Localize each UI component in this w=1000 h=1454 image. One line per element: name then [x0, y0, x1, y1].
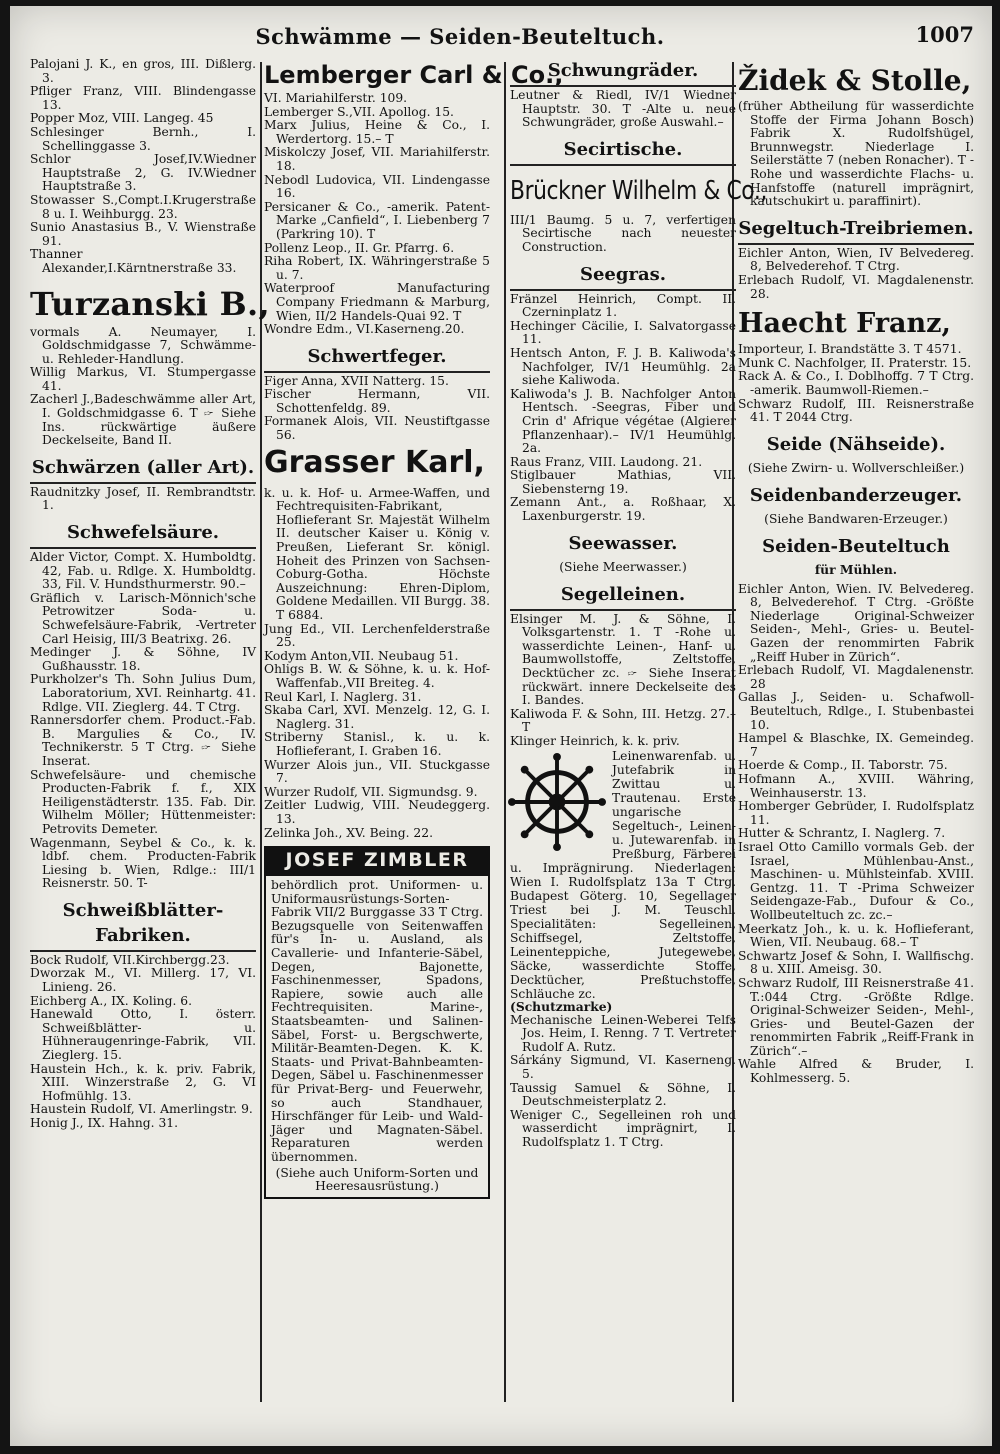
directory-entry: Haustein Rudolf, VI. Amerlingstr. 9. [30, 1102, 253, 1117]
section-heading: Seewasser. [568, 532, 678, 554]
directory-entry: Zeitler Ludwig, VIII. Neudeggerg. 13. [264, 798, 490, 826]
directory-entry: Rack A. & Co., I. Doblhoffg. 7 T Ctrg. -amerik. Baumwoll-Riemen.– [738, 369, 974, 397]
directory-entry: Wurzer Alois jun., VII. Stuckgasse 7. [264, 757, 490, 786]
advert-text: Leinenwarenfab. u. Jutefabrik in Zwittau u. Trautenau. Erste ungarische Segeltuch-, Leinen- u. Jutewarenfab. in Preßburg, Färberei u. Imprägnirung. Niederlagen: Wien I. Rudolfsplatz 13a T Ctrg. Budapest Göterg. 10, Segellager Triest bei J. M. Teuschl. Specialitäten: Segelleinen, Schiffsegel, Zeltstoffe, Leinenteppiche, Jutegewebe, Säcke, wasserdichte Stoffe, Decktücher, Preßtuchstoffe, Schläuche zc. [510, 748, 736, 1001]
directory-entry: Fischer Hermann, VII. Schottenfeldg. 89. [264, 387, 490, 415]
directory-entry: Kodym Anton,VII. Neubaug 51. [264, 648, 459, 663]
directory-entry: vormals A. Neumayer, I. Goldschmidgasse 7, Schwämme- u. Rehleder-Handlung. [30, 324, 256, 366]
directory-entry: Gräflich v. Larisch-Mönnich'sche Petrowitzer Soda- u. Schwefelsäure-Fabrik, -Vertreter Carl Heisig, III/3 Beatrixg. 26. [30, 590, 256, 646]
directory-entry: Elsinger M. J. & Söhne, I. Volksgartenstr. 1. T -Rohe u. wasserdichte Leinen-, Hanf- u. Baumwollstoffe, Zeltstoffe, Decktücher zc. 🖙 Siehe Inserat rückwärt. innere Deckelseite des I. Bandes. [510, 611, 736, 708]
directory-entry: Raudnitzky Josef, II. Rembrandtstr. 1. [30, 484, 256, 513]
directory-page [10, 6, 992, 1446]
running-title: Schwämme — Seiden-Beuteltuch. [255, 24, 665, 49]
section-heading: Seiden-Beuteltuch [762, 535, 950, 557]
directory-entry: Hentsch Anton, F. J. B. Kaliwoda's Nachfolger, IV/1 Heumühlg. 2a siehe Kaliwoda. [510, 345, 736, 388]
directory-entry: Zacherl J.,Badeschwämme aller Art, I. Goldschmidgasse 6. T 🖙 Siehe Ins. rückwärtige äußere Deckelseite, Band II. [30, 392, 256, 448]
directory-entry: Purkholzer's Th. Sohn Julius Dum, Laboratorium, XVI. Reinhartg. 41. Rdlge. VII. Zieglerg. 44. T Ctrg. [30, 672, 256, 714]
directory-entry: Lemberger S.,VII. Apollog. 15. [264, 104, 454, 119]
entry-list [510, 613, 736, 749]
entry-list [510, 89, 736, 130]
directory-entry: Importeur, I. Brandstätte 3. T 4571. [738, 342, 962, 357]
directory-entry: Schwarz Rudolf, III Reisnerstraße 41. T.:044 Ctrg. -Größte Rdlge. Original-Schweizer Seiden-, Mehl-, Gries- und Beutel-Gazen der renommirten Fabrik „Reiff-Frank in Zürich“.– [738, 975, 974, 1058]
entry-list [738, 100, 974, 209]
directory-entry: Schlesinger Bernh., I. Schellinggasse 3. [30, 124, 256, 153]
section-heading: Schwärzen (aller Art). [30, 457, 256, 484]
directory-entry: Taussig Samuel & Söhne, I. Deutschmeisterplatz 2. [510, 1080, 736, 1109]
section-heading: Secirtische. [510, 139, 736, 166]
directory-entry: Erlebach Rudolf, VI. Magdalenenstr. 28. [738, 272, 974, 301]
directory-entry: Stiglbauer Mathias, VII. Siebensterng 19. [510, 468, 736, 496]
advert-name-lemberger: Lemberger Carl & Co., [264, 61, 564, 89]
entry-list [30, 954, 256, 1131]
directory-entry: Mechanische Leinen-Weberei Telfs Jos. Heim, I. Renng. 7 T. Vertreter Rudolf A. Rutz. [510, 1012, 736, 1054]
directory-entry: Schwefelsäure- und chemische Producten-Fabrik f. f., XIX Heiligenstädterstr. 135. Fab. Dir. Wilhelm Möller; Hüttenmeister: Petrovits Demeter. [30, 767, 256, 836]
directory-entry: Fränzel Heinrich, Compt. II. Czerninplatz 1. [510, 291, 736, 320]
entry-list [510, 214, 736, 255]
directory-entry: Medinger J. & Söhne, IV Gußhausstr. 18. [30, 645, 256, 673]
entry-list [738, 583, 974, 1086]
directory-entry: Zemann Ant., a. Roßhaar, X. Laxenburgerstr. 19. [510, 495, 736, 524]
directory-entry: Figer Anna, XVII Natterg. 15. [264, 373, 449, 388]
directory-entry: k. u. k. Hof- u. Armee-Waffen, und Fechtrequisiten-Fabrikant, Hoflieferant Sr. Majestät Wilhelm II. deutscher Kaiser u. König v. Preußen, Lieferant Sr. königl. Hoheit des Prinzen von Sachsen-Coburg-Gotha. Höchste Auszeichnung: Ehren-Diplom, Goldene Medaillen. VII Burgg. 38. T 6884. [264, 485, 490, 622]
advert-text: behördlich prot. Uniformen- u. Uniformausrüstungs-Sorten-Fabrik VII/2 Burggasse 33 T Ctrg. Bezugsquelle von Seitenwaffen für's In- u. Ausland, als Cavallerie- und Infanterie-Säbel, Degen, Bajonette, Faschinenmesser, Spadons, Rapiere, sowie auch alle Fechtrequisiten. Marine-, Staatsbeamten- und Salinen-Säbel, Forst- u. Bergschwerte, Militär-Beamten-Degen. K. K. Staats- und Privat-Bahnbeamten-Degen, Säbel u. Faschinenmesser für Privat-Berg- und Feuerwehr, so auch Standhauer, Hirschfänger für Leib- und Wald-Jäger und Magnaten-Säbel. Reparaturen werden übernommen. [271, 878, 483, 1164]
directory-entry: Eichberg A., IX. Koling. 6. [30, 993, 193, 1008]
entry-list [738, 247, 974, 301]
directory-entry: Eichler Anton, Wien. IV. Belvedereg. 8, Belvederehof. T Ctrg. -Größte Niederlage Original-Schweizer Seiden-, Mehl-, Gries- u. Beutel-Gazen der renommirten Fabrik „Reiff Huber in Zürich“. [738, 581, 974, 664]
directory-entry: Persicaner & Co., -amerik. Patent-Marke „Canfield“, I. Liebenberg 7 (Parkring 10). T [264, 199, 490, 241]
entry-list [30, 326, 256, 448]
directory-entry: Reul Karl, I. Naglerg. 31. [264, 689, 422, 704]
section-heading: Segeltuch-Treibriemen. [738, 218, 974, 245]
directory-entry: Pfliger Franz, VIII. Blindengasse 13. [30, 84, 256, 112]
directory-entry: Riha Robert, IX. Währingerstraße 5 u. 7. [264, 254, 490, 282]
section-heading: Schweißblätter- [62, 899, 224, 921]
directory-entry: Hampel & Blaschke, IX. Gemeindeg. 7 [738, 731, 974, 759]
directory-entry: Skaba Carl, XVI. Menzelg. 12, G. I. Naglerg. 31. [264, 703, 490, 731]
directory-entry: Wondre Edm., VI.Kaserneng.20. [264, 322, 465, 337]
entry-list [264, 92, 490, 337]
entry-list [510, 1014, 736, 1150]
directory-entry: Striberny Stanisl., k. u. k. Hoflieferant, I. Graben 16. [264, 730, 490, 758]
directory-entry: Marx Julius, Heine & Co., I. Werdertorg. 15.– T [264, 118, 490, 146]
section-heading: Fabriken. [30, 925, 256, 952]
directory-entry: Wurzer Rudolf, VII. Sigmundsg. 9. [264, 784, 478, 799]
directory-entry: (früher Abtheilung für wasserdichte Stoffe der Firma Johann Bosch) Fabrik X. Rudolfshügel, Brunnwegstr. Niederlage I. Seilerstätte 7 (neben Ronacher). T -Rohe und wasserdichte Flachs- u. Hanfstoffe (naturell imprägnirt, kautschukirt u. paraffinirt). [738, 99, 974, 209]
directory-entry: VI. Mariahilferstr. 109. [264, 91, 408, 105]
directory-entry: Schwartz Josef & Sohn, I. Wallfischg. 8 u. XIII. Ameisg. 30. [738, 948, 974, 977]
directory-entry: Jung Ed., VII. Lerchenfelderstraße 25. [264, 621, 490, 650]
advert-name-zidek: Židek & Stolle, [738, 64, 972, 97]
column-divider [260, 62, 262, 1402]
advert-note: (Siehe auch Uniform-Sorten und Heeresausrüstung.) [275, 1165, 479, 1194]
column-4 [738, 58, 974, 1428]
directory-entry: Haustein Hch., k. k. priv. Fabrik, XIII. Winzerstraße 2, G. VI Hofmühlg. 13. [30, 1061, 256, 1103]
directory-entry: Sárkány Sigmund, VI. Kaserneng. 5. [510, 1053, 736, 1081]
section-heading: Seidenbanderzeuger. [749, 484, 963, 506]
directory-entry: Honig J., IX. Hahng. 31. [30, 1116, 179, 1130]
entry-list [264, 375, 490, 443]
directory-entry: Kaliwoda F. & Sohn, III. Hetzg. 27.– T [510, 706, 736, 735]
directory-entry: Schwarz Rudolf, III. Reisnerstraße 41. T 2044 Ctrg. [738, 396, 974, 425]
trademark-caption: (Schutzmarke) [510, 998, 613, 1014]
directory-entry: Miskolczy Josef, VII. Mariahilferstr. 18. [264, 145, 490, 173]
klinger-advert [510, 749, 736, 1014]
directory-entry: Nebodl Ludovica, VII. Lindengasse 16. [264, 172, 490, 201]
directory-entry: Munk C. Nachfolger, II. Praterstr. 15. [738, 355, 972, 370]
directory-entry: Gallas J., Seiden- u. Schafwoll-Beuteltuch, Rdlge., I. Stubenbastei 10. [738, 690, 974, 732]
directory-entry: Israel Otto Camillo vormals Geb. der Israel, Mühlenbau-Anst., Maschinen- u. Mühlsteinfab. XVIII. Gentzg. 11. T -Prima Schweizer Seidengaze-Fab., Dufour & Co., Wollbeuteltuch zc. zc.– [738, 839, 974, 922]
directory-entry: Meerkatz Joh., k. u. k. Hoflieferant, Wien, VII. Neubaug. 68.– T [738, 921, 974, 950]
section-heading: Seide (Nähseide). [766, 433, 946, 455]
directory-entry: Eichler Anton, Wien, IV Belvedereg. 8, Belvederehof. T Ctrg. [738, 245, 974, 274]
directory-entry: Schlor Josef,IV.Wiedner Hauptstraße 2, G. IV.Wiedner Hauptstraße 3. [30, 152, 256, 194]
advert-name-brueckner: Brückner Wilhelm & Co., [510, 175, 767, 206]
directory-entry: Zelinka Joh., XV. Being. 22. [264, 825, 433, 840]
cross-reference: (Siehe Bandwaren-Erzeuger.) [764, 511, 948, 526]
entry-list [30, 486, 256, 513]
directory-entry: Thanner Alexander,I.Kärntnerstraße 33. [30, 247, 237, 275]
directory-entry: Popper Moz, VIII. Langeg. 45 [30, 111, 214, 126]
page-header [10, 18, 992, 58]
directory-entry: Willig Markus, VI. Stumpergasse 41. [30, 365, 256, 393]
directory-entry: Homberger Gebrüder, I. Rudolfsplatz 11. [738, 799, 974, 827]
section-heading: Schwertfeger. [264, 346, 490, 373]
directory-entry: Ohligs B. W. & Söhne, k. u. k. Hof-Waffenfab.,VII Breiteg. 4. [264, 662, 490, 690]
directory-entry: III/1 Baumg. 5 u. 7, verfertigen Secirtische nach neuester Construction. [510, 212, 736, 254]
column-1 [30, 57, 270, 1428]
cross-reference: (Siehe Zwirn- u. Wollverschleißer.) [747, 460, 965, 475]
entry-list [510, 293, 736, 524]
directory-entry: Formanek Alois, VII. Neustiftgasse 56. [264, 414, 490, 443]
section-heading: Seegras. [510, 264, 736, 291]
ship-wheel-icon [508, 753, 606, 851]
directory-entry: Raus Franz, VIII. Laudong. 21. [510, 454, 703, 469]
section-heading: Segelleinen. [510, 584, 736, 611]
directory-entry: Rannersdorfer chem. Product.-Fab. B. Margulies & Co., IV. Technikerstr. 5 T Ctrg. 🖙 Siehe Inserat. [30, 713, 256, 768]
directory-entry: Erlebach Rudolf, VI. Magdalenenstr. 28 [738, 663, 974, 691]
advert-name-grasser: Grasser Karl, [264, 444, 485, 480]
directory-entry: Hechinger Cäcilie, I. Salvatorgasse 11. [510, 318, 736, 347]
directory-entry: Pollenz Leop., II. Gr. Pfarrg. 6. [264, 240, 455, 255]
entry-list [30, 58, 256, 276]
section-heading: Schwefelsäure. [30, 522, 256, 549]
directory-entry: Hutter & Schrantz, I. Naglerg. 7. [738, 826, 946, 841]
column-divider [504, 62, 506, 1402]
directory-entry: Kaliwoda's J. B. Nachfolger Anton Hentsch. -Seegras, Fiber und Crin d' Afrique végétae (Algierer Pflanzenhaar).– IV/1 Heumühlg. 2a. [510, 386, 736, 456]
directory-entry: Bock Rudolf, VII.Kirchbergg.23. [30, 952, 230, 967]
directory-entry: Alder Victor, Compt. X. Humboldtg. 42, Fab. u. Rdlge. X. Humboldtg. 33, Fil. V. Hundsthurmerstr. 90.– [30, 550, 256, 592]
column-3 [510, 58, 767, 1428]
directory-entry: Wagenmann, Seybel & Co., k. k. ldbf. chem. Producten-Fabrik Liesing b. Wien, Rdlge.: III/1 Reisnerstr. 50. T- [30, 835, 256, 891]
advert-box-zimbler [264, 874, 490, 1199]
directory-entry: Klinger Heinrich, k. k. priv. [510, 734, 680, 748]
cross-reference: (Siehe Meerwasser.) [559, 559, 687, 574]
entry-list [264, 487, 490, 840]
entry-list [30, 551, 256, 891]
directory-entry: Hanewald Otto, I. österr. Schweißblätter- u. Hühneraugenringe-Fabrik, VII. Zieglerg. 15. [30, 1007, 256, 1063]
directory-entry: Leutner & Riedl, IV/1 Wiedner Hauptstr. 30. T -Alte u. neue Schwungräder, große Auswahl.– [510, 88, 736, 130]
directory-entry: Weniger C., Segelleinen roh und wasserdicht imprägnirt, I. Rudolfsplatz 1. T Ctrg. [510, 1107, 736, 1149]
advert-name-haecht: Haecht Franz, [738, 308, 951, 340]
section-heading: Schwungräder. [510, 60, 736, 87]
page-number: 1007 [915, 22, 974, 47]
directory-entry: Wahle Alfred & Bruder, I. Kohlmesserg. 5. [738, 1057, 974, 1086]
directory-entry: Hoerde & Comp., II. Taborstr. 75. [738, 758, 948, 773]
advert-title-zimbler: JOSEF ZIMBLER [264, 846, 490, 874]
directory-entry: Waterproof Manufacturing Company Friedmann & Marburg, Wien, II/2 Handels-Quai 92. T [264, 281, 490, 323]
directory-entry: Palojani J. K., en gros, III. Dißlerg. 3. [30, 57, 256, 85]
entry-list [738, 343, 974, 425]
advert-name-turzanski: Turzanski B., [30, 284, 270, 323]
section-subheading: für Mühlen. [814, 561, 898, 577]
directory-entry: Dworzak M., VI. Millerg. 17, VI. Linieng. 26. [30, 966, 256, 995]
directory-entry: Stowasser S.,Compt.I.Krugerstraße 8 u. I. Weihburgg. 23. [30, 192, 256, 221]
directory-entry: Hofmann A., XVIII. Währing, Weinhauserstr. 13. [738, 772, 974, 800]
directory-entry: Sunio Anastasius B., V. Wienstraße 91. [30, 220, 256, 248]
